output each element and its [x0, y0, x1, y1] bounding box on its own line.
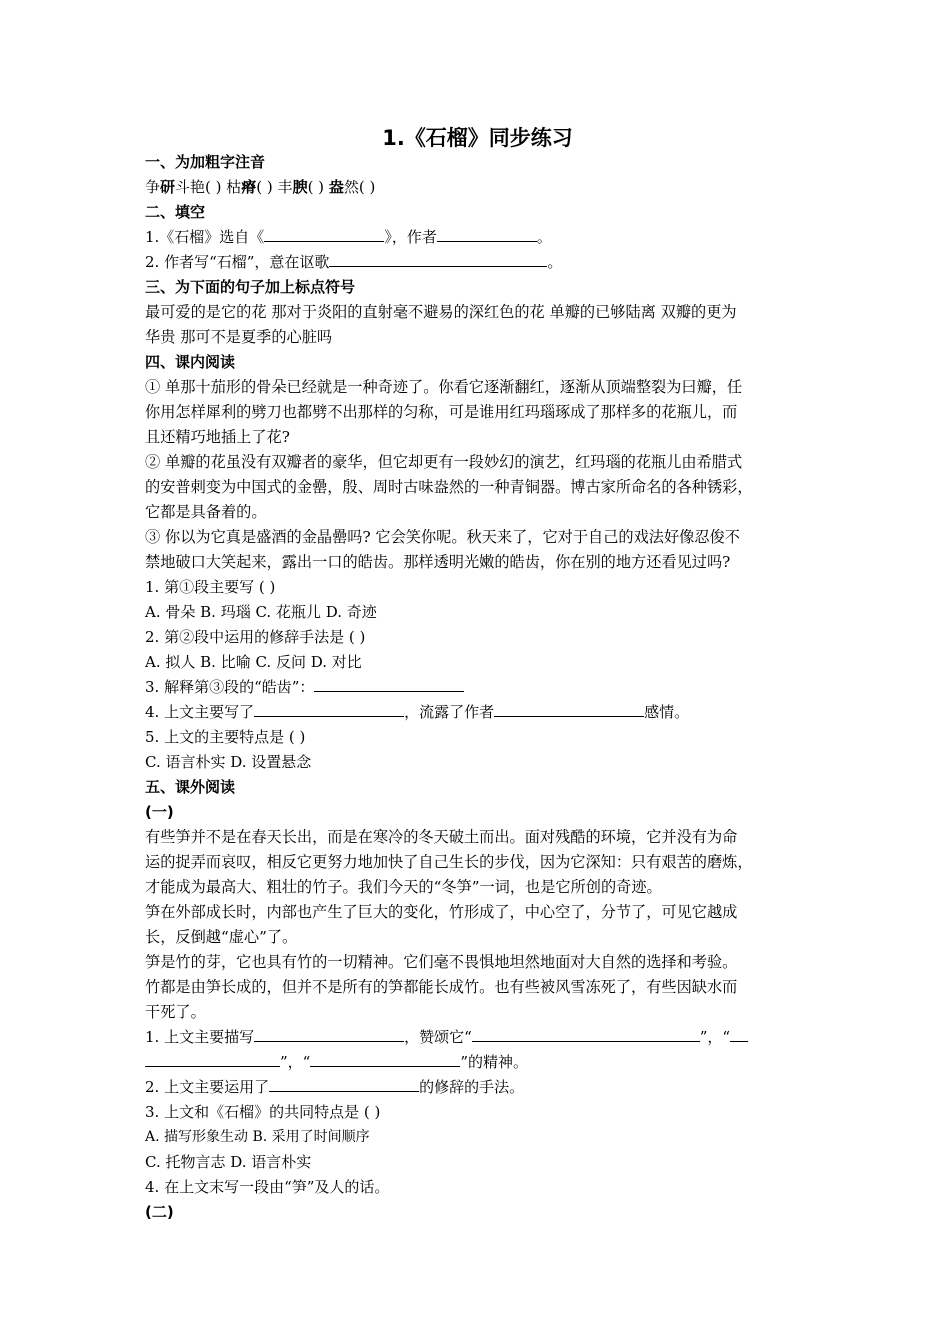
bold-char: 研 [160, 178, 176, 196]
answer-blank[interactable] [437, 225, 537, 242]
answer-blank[interactable] [329, 250, 547, 267]
section-1-heading: 一、为加粗字注音 [145, 153, 266, 171]
passage-line: 它都是具备着的。 [145, 503, 267, 521]
passage-line: 竹都是由笋长成的，但并不是所有的笋都能长成竹。也有些被风雪冻死了，有些因缺水而 [145, 978, 738, 996]
punctuation-line: 最可爱的是它的花 那对于炎阳的直射毫不避易的深红色的花 单瓣的已够陆离 双瓣的更为 [145, 303, 737, 321]
text-segment: 争 [145, 178, 161, 196]
text-segment: 2. 上文主要运用了 [145, 1078, 270, 1096]
passage-line: 才能成为最高大、粗壮的竹子。我们今天的“冬笋”一词，也是它所创的奇迹。 [145, 878, 662, 896]
answer-blank[interactable] [269, 1075, 419, 1092]
reading-options: A. 拟人 B. 比喻 C. 反问 D. 对比 [145, 653, 362, 671]
passage-line: ① 单那十茄形的骨朵已经就是一种奇迹了。你看它逐渐翻红，逐渐从顶端整裂为曰瓣，任 [145, 378, 743, 396]
answer-blank[interactable] [730, 1025, 748, 1042]
page-title: 1.《石榴》同步练习 [382, 126, 573, 150]
text-segment: 斗艳( ) 枯 [175, 178, 242, 196]
text-segment: 4. 上文主要写了 [145, 703, 255, 721]
answer-blank[interactable] [264, 225, 384, 242]
section-5-heading: 五、课外阅读 [145, 778, 236, 796]
text-segment: 的修辞的手法。 [419, 1078, 525, 1096]
text-segment: 。 [547, 253, 563, 271]
passage-line: ② 单瓣的花虽没有双瓣者的豪华，但它却更有一段妙幻的演艺，红玛瑙的花瓶儿由希腊式 [145, 453, 743, 471]
text-segment: ”，“ [280, 1053, 311, 1071]
text-segment: 3. 解释第③段的“皓齿”： [145, 678, 315, 696]
text-segment: ，流露了作者 [404, 703, 495, 721]
answer-blank[interactable] [472, 1025, 700, 1042]
reading-question: 1. 第①段主要写 ( ) [145, 578, 276, 596]
bold-char: 盎 [328, 178, 344, 196]
passage-line: 笋在外部成长时，内部也产生了巨大的变化，竹形成了，中心空了，分节了，可见它越成 [145, 903, 738, 921]
subsection-label: (一) [145, 803, 174, 821]
answer-blank[interactable] [254, 700, 404, 717]
passage-line: 笋是竹的芽，它也具有竹的一切精神。它们毫不畏惧地坦然地面对大自然的选择和考验。 [145, 953, 738, 971]
section-4-heading: 四、课内阅读 [145, 353, 236, 371]
bold-char: 瘠 [241, 178, 257, 196]
reading-options: A. 骨朵 B. 玛瑙 C. 花瓶儿 D. 奇迹 [145, 603, 377, 621]
reading-options: C. 托物言志 D. 语言朴实 [145, 1153, 312, 1171]
passage-line: 干死了。 [145, 1003, 206, 1021]
passage-line: 你用怎样犀利的劈刀也都劈不出那样的匀称，可是谁用红玛瑙琢成了那样多的花瓶儿，而 [145, 403, 738, 421]
passage-line: 禁地破口大笑起来，露出一口的皓齿。那样透明光嫩的皓齿，你在别的地方还看见过吗? [145, 553, 731, 571]
pinyin-question-line [145, 175, 810, 200]
text-segment: 1. 上文主要描写 [145, 1028, 255, 1046]
answer-blank[interactable] [314, 675, 464, 692]
reading-options: A. 描写形象生动 B. 采用了时间顺序 [145, 1129, 370, 1145]
reading-question: 3. 上文和《石榴》的共同特点是 ( ) [145, 1103, 381, 1121]
fill-question-1 [145, 225, 810, 250]
passage-line: 的安普剌变为中国式的金罍，殷、周时古味盎然的一种青铜器。博古家所命名的各种锈彩， [145, 478, 753, 496]
bold-char: 腴 [292, 178, 308, 196]
reading-question [145, 1025, 810, 1050]
reading-question: 2. 第②段中运用的修辞手法是 ( ) [145, 628, 366, 646]
document-body [145, 150, 810, 1225]
text-segment: 然( ) [343, 178, 376, 196]
section-3-heading: 三、为下面的句子加上标点符号 [145, 278, 356, 296]
text-segment: ( ) [307, 178, 329, 196]
text-segment: ”，“ [699, 1028, 731, 1046]
text-segment: ”的精神。 [460, 1053, 529, 1071]
section-2-heading: 二、填空 [145, 203, 206, 221]
passage-line: ③ 你以为它真是盛酒的金晶罍吗? 它会笑你呢。秋天来了，它对于自己的戏法好像忍俊不 [145, 528, 740, 546]
text-segment: ，赞颂它“ [404, 1028, 472, 1046]
text-segment: ( ) 丰 [256, 178, 293, 196]
passage-line: 有些笋并不是在春天长出，而是在寒冷的冬天破土而出。面对残酷的环境，它并没有为命 [145, 828, 738, 846]
passage-line: 且还精巧地插上了花? [145, 428, 290, 446]
answer-blank[interactable] [145, 1050, 280, 1067]
answer-blank[interactable] [310, 1050, 460, 1067]
reading-question [145, 700, 810, 725]
passage-line: 运的捉弄而哀叹，相反它更努力地加快了自己生长的步伐，因为它深知：只有艰苦的磨炼， [145, 853, 753, 871]
reading-question [145, 1050, 810, 1075]
text-segment: 》，作者 [384, 228, 437, 246]
text-segment: 感情。 [644, 703, 690, 721]
text-segment: 1.《石榴》选自《 [145, 228, 265, 246]
passage-line: 长，反倒越“虚心”了。 [145, 928, 298, 946]
reading-question [145, 675, 810, 700]
fill-question-2 [145, 250, 810, 275]
reading-question: 5. 上文的主要特点是 ( ) [145, 728, 306, 746]
punctuation-line: 华贵 那可不是夏季的心脏吗 [145, 328, 333, 346]
text-segment: 。 [536, 228, 552, 246]
reading-options: C. 语言朴实 D. 设置悬念 [145, 753, 312, 771]
reading-question [145, 1075, 810, 1100]
subsection-label: (二) [145, 1203, 174, 1221]
answer-blank[interactable] [254, 1025, 404, 1042]
text-segment: 2. 作者写“石榴”，意在讴歌 [145, 253, 330, 271]
reading-question: 4. 在上文末写一段由“笋”及人的话。 [145, 1178, 390, 1196]
answer-blank[interactable] [494, 700, 644, 717]
